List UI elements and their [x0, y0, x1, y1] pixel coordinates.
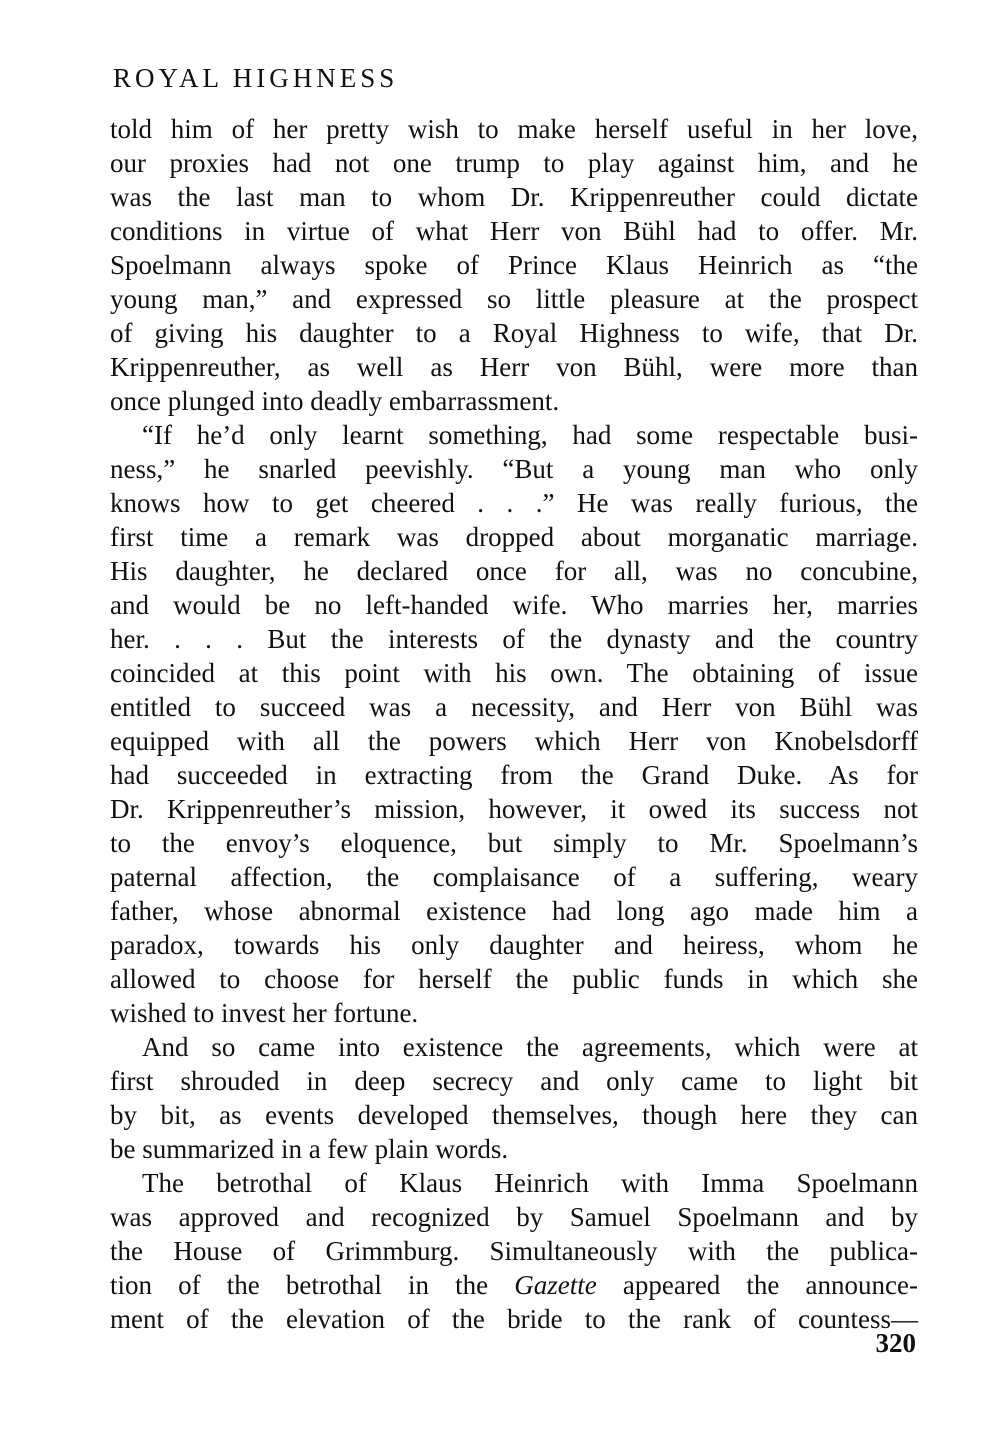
text-line: His daughter, he declared once for all, was no concubine,	[110, 556, 918, 586]
text-line: father, whose abnormal existence had long ago made him a	[110, 896, 918, 926]
page-number: 320	[875, 1328, 916, 1358]
text-line: be summarized in a few plain words.	[110, 1134, 509, 1164]
text-line: knows how to get cheered . . .” He was really furious, the	[110, 488, 918, 518]
text-line: wished to invest her fortune.	[110, 998, 419, 1028]
text-line: her. . . . But the interests of the dynasty and the country	[110, 624, 918, 654]
text-line: equipped with all the powers which Herr von Knobelsdorff	[110, 726, 918, 756]
text-line: Dr. Krippenreuther’s mission, however, it owed its success not	[110, 794, 918, 824]
italic-title: Gazette	[514, 1270, 597, 1300]
text-line: the House of Grimmburg. Simultaneously with the publica-	[110, 1236, 918, 1266]
text-line: “If he’d only learnt something, had some respectable busi-	[142, 420, 918, 450]
text-line: once plunged into deadly embarrassment.	[110, 386, 560, 416]
text-line: was the last man to whom Dr. Krippenreuther could dictate	[110, 182, 918, 212]
text-line: coincided at this point with his own. The obtaining of issue	[110, 658, 918, 688]
text-line: our proxies had not one trump to play against him, and he	[110, 148, 918, 178]
text-line: had succeeded in extracting from the Grand Duke. As for	[110, 760, 918, 790]
text-line: of giving his daughter to a Royal Highness to wife, that Dr.	[110, 318, 918, 348]
text-line: allowed to choose for herself the public funds in which she	[110, 964, 918, 994]
text-line: first time a remark was dropped about morganatic marriage.	[110, 522, 918, 552]
text-line: told him of her pretty wish to make herself useful in her love,	[110, 114, 918, 144]
text-line: paternal affection, the complaisance of a suffering, weary	[110, 862, 918, 892]
text-line: first shrouded in deep secrecy and only came to light bit	[110, 1066, 918, 1096]
text-segment: appeared the announce-	[596, 1270, 918, 1300]
text-line: Krippenreuther, as well as Herr von Bühl, were more than	[110, 352, 918, 382]
text-line: entitled to succeed was a necessity, and Herr von Bühl was	[110, 692, 918, 722]
text-line: was approved and recognized by Samuel Spoelmann and by	[110, 1202, 918, 1232]
text-segment: tion of the betrothal in the	[110, 1270, 515, 1300]
running-head: ROYAL HIGHNESS	[113, 63, 399, 93]
text-line: paradox, towards his only daughter and heiress, whom he	[110, 930, 918, 960]
text-line	[110, 1268, 918, 1302]
text-line: ment of the elevation of the bride to the rank of countess—	[110, 1304, 918, 1334]
body-text	[110, 112, 918, 1336]
text-line: by bit, as events developed themselves, though here they can	[110, 1100, 918, 1130]
text-line: and would be no left-handed wife. Who marries her, marries	[110, 590, 918, 620]
text-line: And so came into existence the agreements, which were at	[142, 1032, 918, 1062]
text-line: The betrothal of Klaus Heinrich with Imma Spoelmann	[142, 1168, 918, 1198]
text-line: to the envoy’s eloquence, but simply to Mr. Spoelmann’s	[110, 828, 918, 858]
text-line: conditions in virtue of what Herr von Bühl had to offer. Mr.	[110, 216, 918, 246]
text-line: ness,” he snarled peevishly. “But a young man who only	[110, 454, 918, 484]
text-line: young man,” and expressed so little pleasure at the prospect	[110, 284, 918, 314]
text-line: Spoelmann always spoke of Prince Klaus Heinrich as “the	[110, 250, 918, 280]
